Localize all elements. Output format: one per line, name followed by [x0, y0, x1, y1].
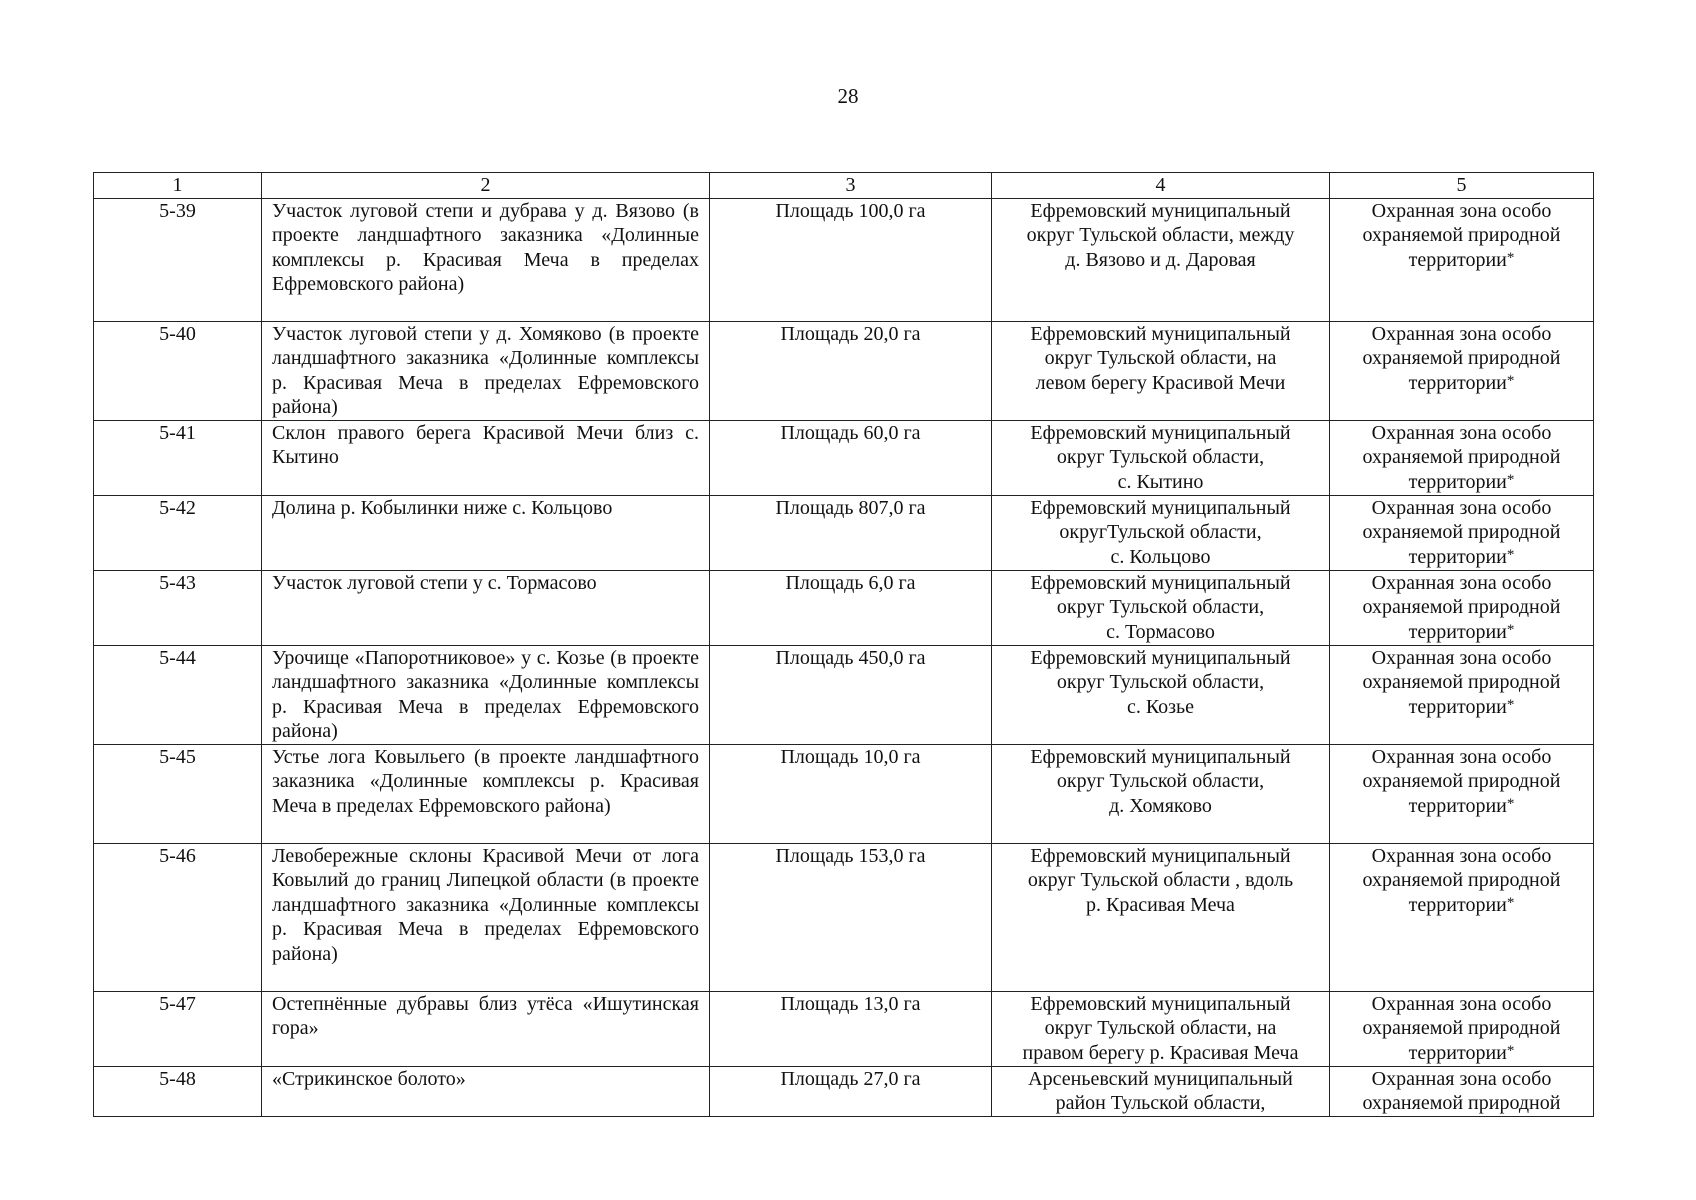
status-line: охраняемой природной	[1362, 521, 1561, 543]
status-line: Охранная зона особо	[1371, 844, 1552, 867]
table-row	[94, 420, 1594, 495]
location-line: Ефремовский муниципальный	[1030, 745, 1291, 768]
location-line: с. Козье	[1126, 695, 1195, 718]
area-name: Устье лога Ковыльего (в проекте ландшафтного заказника «Долинные комплексы р. Красивая Меча в пределах Ефремовского района)	[262, 744, 710, 843]
status-line	[1340, 545, 1583, 570]
status-line-text: территории	[1408, 1041, 1507, 1064]
footnote-star: *	[1506, 696, 1515, 713]
row-number: 5-44	[94, 645, 262, 744]
location-line: Ефремовский муниципальный	[1030, 571, 1291, 594]
status-line-text: территории	[1408, 470, 1507, 493]
status-line-text: территории	[1408, 695, 1507, 718]
status-line	[1340, 371, 1583, 396]
table-row	[94, 744, 1594, 843]
row-number: 5-46	[94, 843, 262, 991]
table-row	[94, 645, 1594, 744]
area-status	[1330, 321, 1594, 420]
status-line: Охранная зона особо	[1371, 571, 1552, 594]
area-status	[1330, 991, 1594, 1066]
footnote-star: *	[1506, 894, 1515, 911]
area-size: Площадь 6,0 га	[710, 570, 992, 645]
location-line: округ Тульской области,	[1056, 671, 1265, 693]
area-size: Площадь 450,0 га	[710, 645, 992, 744]
table-row	[94, 495, 1594, 570]
footnote-star: *	[1506, 546, 1515, 563]
column-header-2: 2	[262, 173, 710, 199]
location-line: Ефремовский муниципальный	[1030, 844, 1291, 867]
status-line-text: территории	[1408, 371, 1507, 394]
status-line: охраняемой природной	[1362, 770, 1561, 792]
table-row	[94, 843, 1594, 991]
footnote-star: *	[1506, 471, 1515, 488]
area-location	[992, 321, 1330, 420]
area-status	[1330, 843, 1594, 991]
footnote-star: *	[1506, 795, 1515, 812]
location-line: округ Тульской области, на	[1044, 1017, 1277, 1039]
row-number: 5-42	[94, 495, 262, 570]
status-line-text: территории	[1408, 794, 1507, 817]
column-header-4: 4	[992, 173, 1330, 199]
status-line	[1340, 695, 1583, 720]
footnote-star: *	[1506, 621, 1515, 638]
status-line	[1340, 470, 1583, 495]
location-line: Ефремовский муниципальный	[1030, 322, 1291, 345]
status-line: Охранная зона особо	[1371, 199, 1552, 222]
location-line: округ Тульской области, между	[1026, 224, 1295, 246]
status-line-text: территории	[1408, 248, 1507, 271]
location-line: левом берегу Красивой Мечи	[1035, 371, 1286, 394]
location-line: район Тульской области,	[1055, 1092, 1266, 1114]
location-line: Ефремовский муниципальный	[1030, 199, 1291, 222]
area-location	[992, 495, 1330, 570]
area-name: Участок луговой степи у д. Хомяково (в проекте ландшафтного заказника «Долинные комплексы р. Красивая Меча в пределах Ефремовского района)	[262, 321, 710, 420]
status-line	[1340, 248, 1583, 273]
location-line: с. Тормасово	[1106, 620, 1215, 643]
column-header-1: 1	[94, 173, 262, 199]
footnote-star: *	[1506, 1042, 1515, 1059]
area-name: Урочище «Папоротниковое» у с. Козье (в проекте ландшафтного заказника «Долинные комплексы р. Красивая Меча в пределах Ефремовского района)	[262, 645, 710, 744]
table-row	[94, 321, 1594, 420]
status-line: Охранная зона особо	[1371, 992, 1552, 1015]
column-header-3: 3	[710, 173, 992, 199]
location-line: Ефремовский муниципальный	[1030, 496, 1291, 519]
area-name: Участок луговой степи у с. Тормасово	[262, 570, 710, 645]
area-name: Левобережные склоны Красивой Мечи от лога Ковылий до границ Липецкой области (в проекте ландшафтного заказника «Долинные комплексы р. Красивая Меча в пределах Ефремовского района)	[262, 843, 710, 991]
status-line: охраняемой природной	[1362, 1017, 1561, 1039]
area-location	[992, 1066, 1330, 1116]
table-row	[94, 570, 1594, 645]
status-line: охраняемой природной	[1362, 869, 1561, 891]
area-name: «Стрикинское болото»	[262, 1066, 710, 1116]
area-location	[992, 843, 1330, 991]
row-number: 5-47	[94, 991, 262, 1066]
area-status	[1330, 198, 1594, 321]
status-line: охраняемой природной	[1362, 446, 1561, 468]
location-line: округ Тульской области , вдоль	[1027, 869, 1294, 891]
status-line: Охранная зона особо	[1371, 496, 1552, 519]
area-status	[1330, 744, 1594, 843]
location-line: Ефремовский муниципальный	[1030, 421, 1291, 444]
area-status	[1330, 570, 1594, 645]
row-number: 5-40	[94, 321, 262, 420]
location-line: Ефремовский муниципальный	[1030, 646, 1291, 669]
status-line-text: территории	[1408, 620, 1507, 643]
area-size: Площадь 10,0 га	[710, 744, 992, 843]
row-number: 5-41	[94, 420, 262, 495]
area-name: Остепнённые дубравы близ утёса «Ишутинская гора»	[262, 991, 710, 1066]
status-line: охраняемой природной	[1362, 347, 1561, 369]
location-line: округ Тульской области,	[1056, 770, 1265, 792]
status-line: охраняемой природной	[1362, 596, 1561, 618]
status-line: охраняемой природной	[1362, 1092, 1561, 1114]
location-line: округТульской области,	[1059, 521, 1262, 543]
area-status	[1330, 645, 1594, 744]
area-location	[992, 991, 1330, 1066]
column-header-5: 5	[1330, 173, 1594, 199]
status-line: Охранная зона особо	[1371, 421, 1552, 444]
protected-areas-table	[93, 172, 1594, 1117]
status-line: охраняемой природной	[1362, 224, 1561, 246]
location-line: Арсеньевский муниципальный	[1028, 1067, 1293, 1090]
area-size: Площадь 13,0 га	[710, 991, 992, 1066]
location-line: д. Вязово и д. Даровая	[1065, 248, 1256, 271]
area-size: Площадь 153,0 га	[710, 843, 992, 991]
area-status	[1330, 495, 1594, 570]
area-size: Площадь 807,0 га	[710, 495, 992, 570]
area-location	[992, 645, 1330, 744]
footnote-star: *	[1506, 372, 1515, 389]
location-line: правом берегу р. Красивая Меча	[1022, 1041, 1299, 1064]
area-status	[1330, 420, 1594, 495]
location-line: с. Кытино	[1117, 470, 1204, 493]
area-name: Долина р. Кобылинки ниже с. Кольцово	[262, 495, 710, 570]
location-line: с. Кольцово	[1110, 545, 1211, 568]
area-location	[992, 420, 1330, 495]
row-number: 5-45	[94, 744, 262, 843]
area-location	[992, 744, 1330, 843]
page-number: 28	[837, 84, 859, 108]
location-line: округ Тульской области,	[1056, 446, 1265, 468]
table-row	[94, 198, 1594, 321]
table-row	[94, 991, 1594, 1066]
table-row	[94, 1066, 1594, 1116]
status-line: Охранная зона особо	[1371, 745, 1552, 768]
status-line: Охранная зона особо	[1371, 1067, 1552, 1090]
status-line	[1340, 1041, 1583, 1066]
area-size: Площадь 27,0 га	[710, 1066, 992, 1116]
table-header-row	[94, 173, 1594, 199]
area-size: Площадь 60,0 га	[710, 420, 992, 495]
location-line: р. Красивая Меча	[1086, 893, 1235, 916]
area-location	[992, 570, 1330, 645]
location-line: Ефремовский муниципальный	[1030, 992, 1291, 1015]
footnote-star: *	[1506, 249, 1515, 266]
status-line	[1340, 620, 1583, 645]
row-number: 5-48	[94, 1066, 262, 1116]
area-name: Склон правого берега Красивой Мечи близ с. Кытино	[262, 420, 710, 495]
area-size: Площадь 100,0 га	[710, 198, 992, 321]
status-line: охраняемой природной	[1362, 671, 1561, 693]
area-name: Участок луговой степи и дубрава у д. Вязово (в проекте ландшафтного заказника «Долинные комплексы р. Красивая Меча в пределах Ефремовского района)	[262, 198, 710, 321]
status-line	[1340, 794, 1583, 819]
row-number: 5-39	[94, 198, 262, 321]
area-location	[992, 198, 1330, 321]
location-line: округ Тульской области, на	[1044, 347, 1277, 369]
status-line: Охранная зона особо	[1371, 322, 1552, 345]
status-line-text: территории	[1408, 893, 1507, 916]
row-number: 5-43	[94, 570, 262, 645]
location-line: д. Хомяково	[1109, 794, 1212, 817]
status-line	[1340, 893, 1583, 918]
status-line: Охранная зона особо	[1371, 646, 1552, 669]
area-size: Площадь 20,0 га	[710, 321, 992, 420]
area-status	[1330, 1066, 1594, 1116]
location-line: округ Тульской области,	[1056, 596, 1265, 618]
status-line-text: территории	[1408, 545, 1507, 568]
